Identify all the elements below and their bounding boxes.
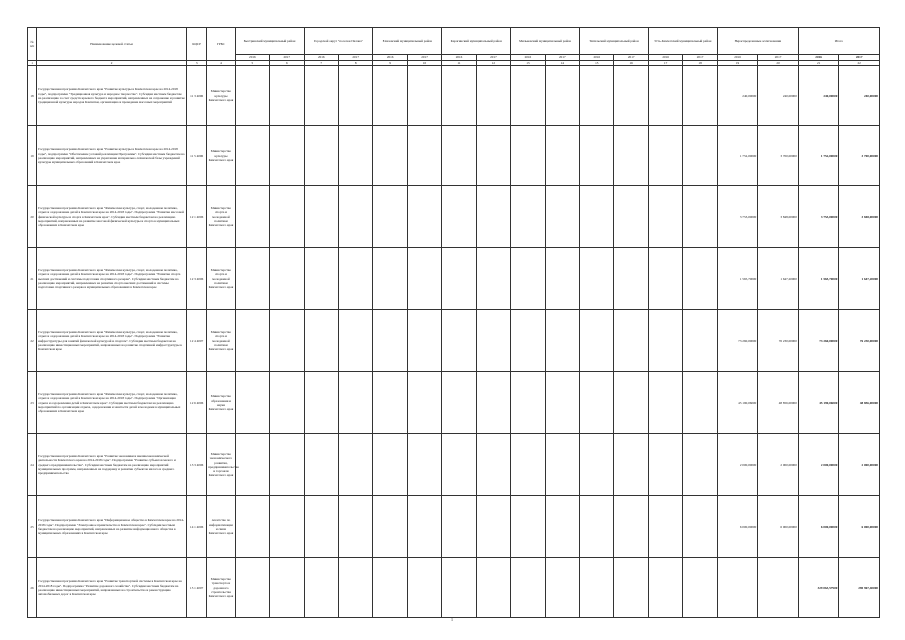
district-value-cell xyxy=(614,186,648,248)
row-number: 24 xyxy=(28,434,37,496)
district-value-cell xyxy=(648,66,682,126)
header-name: Наименование целевой статьи xyxy=(37,28,187,61)
column-number: 21 xyxy=(798,61,839,66)
district-value-cell xyxy=(270,558,304,618)
district-value-cell xyxy=(338,126,372,186)
unallocated-value-2017: 3 700,00000 xyxy=(758,126,799,186)
district-value-cell xyxy=(648,126,682,186)
district-value-cell xyxy=(580,434,614,496)
district-value-cell xyxy=(235,66,269,126)
column-number: 1 xyxy=(28,61,37,66)
district-value-cell xyxy=(511,558,545,618)
district-value-cell xyxy=(270,310,304,372)
header-num: № п/п xyxy=(28,28,37,61)
district-value-cell xyxy=(235,126,269,186)
district-value-cell xyxy=(270,66,304,126)
column-number: 18 xyxy=(683,61,717,66)
column-number: 13 xyxy=(511,61,545,66)
district-value-cell xyxy=(683,186,717,248)
row-kcsr: 12 6 4006 xyxy=(187,372,207,434)
row-grbs: Агентство по информатизации и связи Камчатского края xyxy=(207,496,235,558)
column-number: 15 xyxy=(580,61,614,66)
district-value-cell xyxy=(614,434,648,496)
district-value-cell xyxy=(545,66,579,126)
district-value-cell xyxy=(614,496,648,558)
year-cell: 2016 xyxy=(580,55,614,61)
district-value-cell xyxy=(476,372,510,434)
district-value-cell xyxy=(511,310,545,372)
table-row xyxy=(28,496,880,558)
district-value-cell xyxy=(338,434,372,496)
district-value-cell xyxy=(235,496,269,558)
district-value-cell xyxy=(270,372,304,434)
district-value-cell xyxy=(373,186,407,248)
district-value-cell xyxy=(235,310,269,372)
district-value-cell xyxy=(270,496,304,558)
unallocated-value-2016: 3 753,00000 xyxy=(717,186,758,248)
district-value-cell xyxy=(442,66,476,126)
district-value-cell xyxy=(580,126,614,186)
column-number: 5 xyxy=(235,61,269,66)
district-value-cell xyxy=(614,558,648,618)
table-row xyxy=(28,186,880,248)
header-kcsr: КЦСР xyxy=(187,28,207,61)
district-value-cell xyxy=(338,310,372,372)
header-district: Карагинский муниципальный район xyxy=(442,28,511,55)
total-value-2016: 2 000,00000 xyxy=(798,434,839,496)
year-cell: 2017 xyxy=(758,55,799,61)
district-value-cell xyxy=(476,186,510,248)
district-value-cell xyxy=(373,496,407,558)
district-value-cell xyxy=(338,372,372,434)
unallocated-value-2016 xyxy=(717,558,758,618)
district-value-cell xyxy=(442,126,476,186)
district-value-cell xyxy=(373,126,407,186)
column-number: 16 xyxy=(614,61,648,66)
row-name: Государственная программа Камчатского края "Физическая культура, спорт, молодежная политика, отдых и оздоровление детей в Камчатском крае на 2014-2018 годы". Подпрограмма "Развитие инфраструктуры для занятий физической культурой и спортом". Субсидии местным бюджетам на реализацию инвестиционных мероприятий, направленных на развитие спортивной инфраструктуры в Камчатском крае xyxy=(37,310,187,372)
year-cell: 2016 xyxy=(442,55,476,61)
page-number: 1 xyxy=(451,617,453,622)
district-value-cell xyxy=(476,248,510,310)
district-value-cell xyxy=(614,310,648,372)
district-value-cell xyxy=(648,248,682,310)
district-value-cell xyxy=(373,434,407,496)
table-row xyxy=(28,558,880,618)
unallocated-value-2016: 240,00000 xyxy=(717,66,758,126)
row-grbs: Министерство образования и науки Камчатского края xyxy=(207,372,235,434)
year-cell: 2017 xyxy=(683,55,717,61)
unallocated-value-2017: 6 000,00000 xyxy=(758,496,799,558)
district-value-cell xyxy=(648,186,682,248)
header-district: Городской округ "поселок Палана" xyxy=(304,28,373,55)
district-value-cell xyxy=(648,558,682,618)
unallocated-value-2016: 1 752,00000 xyxy=(717,126,758,186)
row-number: 23 xyxy=(28,372,37,434)
year-cell: 2017 xyxy=(614,55,648,61)
year-cell: 2017 xyxy=(545,55,579,61)
row-number: 22 xyxy=(28,310,37,372)
district-value-cell xyxy=(580,372,614,434)
district-value-cell xyxy=(407,248,441,310)
district-value-cell xyxy=(338,248,372,310)
total-value-2017: 1 647,20000 xyxy=(839,248,880,310)
district-value-cell xyxy=(511,434,545,496)
district-value-cell xyxy=(614,372,648,434)
district-value-cell xyxy=(683,66,717,126)
year-cell: 2017 xyxy=(407,55,441,61)
district-value-cell xyxy=(235,186,269,248)
total-value-2017: 2 000,00000 xyxy=(839,434,880,496)
district-value-cell xyxy=(614,248,648,310)
unallocated-value-2016: 2 000,00000 xyxy=(717,434,758,496)
total-value-2017: 3 848,00000 xyxy=(839,186,880,248)
unallocated-value-2017: 3 848,00000 xyxy=(758,186,799,248)
total-value-2017: 48 856,00000 xyxy=(839,372,880,434)
district-value-cell xyxy=(545,558,579,618)
district-value-cell xyxy=(545,496,579,558)
row-name: Государственная программа Камчатского края "Физическая культура, спорт, молодежная политика, отдых и оздоровление детей в Камчатском крае на 2014-2018 годы". Подпрограмма "Организация отдыха и оздоровления детей в Камчатском крае". Субсидии местным бюджетам на реализацию мероприятий по организации отдыха, оздоровления и занятости детей и молодежи в муниципальных образованиях в Камчатском крае xyxy=(37,372,187,434)
district-value-cell xyxy=(476,126,510,186)
district-value-cell xyxy=(407,310,441,372)
row-name: Государственная программа Камчатского края "Развитие транспортной системы в Камчатском крае на 2014-2018 годы". Подпрограмма "Развитие дорожного хозяйства". Субсидии местным бюджетам на реализацию инвестиционных мероприятий, направленных на строительство и реконструкцию автомобильных дорог в Камчатском крае xyxy=(37,558,187,618)
district-value-cell xyxy=(442,310,476,372)
district-value-cell xyxy=(683,434,717,496)
unallocated-value-2016: 73 260,00000 xyxy=(717,310,758,372)
unallocated-value-2017: 76 230,00000 xyxy=(758,310,799,372)
row-grbs: Министерство транспорта и дорожного строительства Камчатского края xyxy=(207,558,235,618)
district-value-cell xyxy=(442,372,476,434)
district-value-cell xyxy=(614,66,648,126)
column-number: 20 xyxy=(758,61,799,66)
year-cell: 2017 xyxy=(270,55,304,61)
total-value-2017: 76 230,00000 xyxy=(839,310,880,372)
district-value-cell xyxy=(511,66,545,126)
total-value-2016: 240,00000 xyxy=(798,66,839,126)
district-value-cell xyxy=(407,126,441,186)
column-number: 8 xyxy=(338,61,372,66)
table-row xyxy=(28,66,880,126)
row-kcsr: 14 1 4006 xyxy=(187,496,207,558)
unallocated-value-2017: 48 856,00000 xyxy=(758,372,799,434)
year-cell: 2016 xyxy=(304,55,338,61)
district-value-cell xyxy=(545,126,579,186)
district-value-cell xyxy=(304,310,338,372)
column-number: 3 xyxy=(187,61,207,66)
district-value-cell xyxy=(235,434,269,496)
district-value-cell xyxy=(683,310,717,372)
district-value-cell xyxy=(580,558,614,618)
district-value-cell xyxy=(648,496,682,558)
row-kcsr: 11 3 4006 xyxy=(187,66,207,126)
table-row xyxy=(28,248,880,310)
district-value-cell xyxy=(545,372,579,434)
column-number: 17 xyxy=(648,61,682,66)
row-name: Государственная программа Камчатского края "Информационное общество в Камчатском крае на 2014-2018 годы". Подпрограмма "Электронное правительство в Камчатском крае". Субсидии местным бюджетам на реализацию мероприятий, направленных на развитие информационного общества в муниципальных образованиях в Камчатском крае xyxy=(37,496,187,558)
district-value-cell xyxy=(545,310,579,372)
total-value-2017: 240,00000 xyxy=(839,66,880,126)
total-value-2016: 1 565,70000 xyxy=(798,248,839,310)
total-value-2017: 290 967,40000 xyxy=(839,558,880,618)
district-value-cell xyxy=(373,372,407,434)
district-value-cell xyxy=(304,372,338,434)
district-value-cell xyxy=(442,496,476,558)
row-grbs: Министерство спорта и молодежной политики Камчатского края xyxy=(207,248,235,310)
column-number: 19 xyxy=(717,61,758,66)
row-grbs: Министерство культуры Камчатского края xyxy=(207,126,235,186)
unallocated-value-2016: 6 000,00000 xyxy=(717,496,758,558)
header-district: Мильковский муниципальный район xyxy=(511,28,580,55)
total-value-2017: 3 700,00000 xyxy=(839,126,880,186)
district-value-cell xyxy=(511,372,545,434)
district-value-cell xyxy=(683,372,717,434)
row-number: 20 xyxy=(28,186,37,248)
year-cell: 2017 xyxy=(338,55,372,61)
district-value-cell xyxy=(545,248,579,310)
year-cell-total: 2017 xyxy=(839,55,880,61)
district-value-cell xyxy=(373,66,407,126)
header-district: Тигильский муниципальный район xyxy=(580,28,649,55)
row-name: Государственная программа Камчатского края "Развитие культуры в Камчатском крае на 2014-2018 годы", подпрограмма "Обеспечение условий реализации Программы". Субсидии местным бюджетам на реализацию мероприятий, направленных на укрепление материально-технической базы учреждений культуры муниципальных образований в Камчатском крае xyxy=(37,126,187,186)
district-value-cell xyxy=(373,310,407,372)
district-value-cell xyxy=(373,248,407,310)
header-district: Усть-Камчатский муниципальный район xyxy=(648,28,717,55)
district-value-cell xyxy=(235,372,269,434)
district-value-cell xyxy=(304,126,338,186)
district-value-cell xyxy=(683,496,717,558)
row-number: 26 xyxy=(28,558,37,618)
total-value-2016: 1 752,00000 xyxy=(798,126,839,186)
row-name: Государственная программа Камчатского края "Развитие экономики и внешнеэкономической деятельности Камчатского края на 2014-2018 годы". Подпрограмма "Развитие субъектов малого и среднего предпринимательства". Субсидии местным бюджетам на реализацию мероприятий муниципальных программ, направленных на поддержку и развитие субъектов малого и среднего предпринимательства xyxy=(37,434,187,496)
district-value-cell xyxy=(648,372,682,434)
table-row xyxy=(28,434,880,496)
row-grbs: Министерство экономического развития, предпринимательства и торговли Камчатского края xyxy=(207,434,235,496)
header-district: Быстринский муниципальный район xyxy=(235,28,304,55)
total-value-2016: 6 000,00000 xyxy=(798,496,839,558)
unallocated-value-2016: 1 565,70000 xyxy=(717,248,758,310)
district-value-cell xyxy=(442,186,476,248)
district-value-cell xyxy=(373,558,407,618)
column-number: 10 xyxy=(407,61,441,66)
total-value-2016: 73 260,00000 xyxy=(798,310,839,372)
header-row xyxy=(28,28,880,55)
district-value-cell xyxy=(304,186,338,248)
district-value-cell xyxy=(338,496,372,558)
district-value-cell xyxy=(476,310,510,372)
district-value-cell xyxy=(407,558,441,618)
district-value-cell xyxy=(545,186,579,248)
district-value-cell xyxy=(338,186,372,248)
header-district: Елизовский муниципальный район xyxy=(373,28,442,55)
row-kcsr: 15 1 4007 xyxy=(187,558,207,618)
district-value-cell xyxy=(683,248,717,310)
year-cell: 2016 xyxy=(373,55,407,61)
total-value-2016: 329 063,57900 xyxy=(798,558,839,618)
table-row xyxy=(28,310,880,372)
district-value-cell xyxy=(407,372,441,434)
row-kcsr: 12 4 4007 xyxy=(187,310,207,372)
district-value-cell xyxy=(338,558,372,618)
unallocated-value-2017: 1 647,20000 xyxy=(758,248,799,310)
total-value-2016: 3 753,00000 xyxy=(798,186,839,248)
district-value-cell xyxy=(407,66,441,126)
district-value-cell xyxy=(407,186,441,248)
district-value-cell xyxy=(476,434,510,496)
column-number: 22 xyxy=(839,61,880,66)
row-name: Государственная программа Камчатского края "Физическая культура, спорт, молодежная политика, отдых и оздоровление детей в Камчатском крае на 2014-2018 годы". Подпрограмма "Развитие спорта высших достижений и системы подготовки спортивного резерва". Субсидии местным бюджетам на реализацию мероприятий, направленных на развитие спорта высших достижений и системы подготовки спортивного резерва в муниципальных образованиях в Камчатском крае xyxy=(37,248,187,310)
district-value-cell xyxy=(338,66,372,126)
column-number: 6 xyxy=(270,61,304,66)
district-value-cell xyxy=(442,248,476,310)
row-number: 18 xyxy=(28,66,37,126)
district-value-cell xyxy=(270,126,304,186)
column-number: 2 xyxy=(37,61,187,66)
district-value-cell xyxy=(511,248,545,310)
year-cell: 2016 xyxy=(648,55,682,61)
total-value-2016: 45 190,06000 xyxy=(798,372,839,434)
column-number: 12 xyxy=(476,61,510,66)
unallocated-value-2017: 240,00000 xyxy=(758,66,799,126)
table-row xyxy=(28,372,880,434)
district-value-cell xyxy=(683,558,717,618)
district-value-cell xyxy=(235,558,269,618)
district-value-cell xyxy=(407,496,441,558)
column-number: 9 xyxy=(373,61,407,66)
district-value-cell xyxy=(511,496,545,558)
row-kcsr: 11 5 4006 xyxy=(187,126,207,186)
column-number: 11 xyxy=(442,61,476,66)
district-value-cell xyxy=(270,434,304,496)
row-kcsr: 12 3 4006 xyxy=(187,248,207,310)
district-value-cell xyxy=(304,496,338,558)
district-value-cell xyxy=(614,126,648,186)
district-value-cell xyxy=(648,434,682,496)
table-row xyxy=(28,126,880,186)
row-grbs: Министерство спорта и молодежной политики Камчатского края xyxy=(207,186,235,248)
year-cell: 2016 xyxy=(511,55,545,61)
district-value-cell xyxy=(442,558,476,618)
budget-table xyxy=(27,27,880,618)
district-value-cell xyxy=(304,434,338,496)
district-value-cell xyxy=(580,248,614,310)
year-cell: 2016 xyxy=(717,55,758,61)
district-value-cell xyxy=(545,434,579,496)
header-unallocated: Нераспределенные ассигнования xyxy=(717,28,798,55)
district-value-cell xyxy=(270,248,304,310)
year-cell: 2017 xyxy=(476,55,510,61)
unallocated-value-2016: 45 190,06000 xyxy=(717,372,758,434)
district-value-cell xyxy=(580,310,614,372)
row-number: 25 xyxy=(28,496,37,558)
district-value-cell xyxy=(476,558,510,618)
row-name: Государственная программа Камчатского края "Развитие культуры в Камчатском крае на 2014-2018 годы", подпрограмма "Традиционная культура и народное творчество". Субсидии местным бюджетам на реализацию за счет средств краевого бюджета мероприятий, направленных на сохранение и развитие традиционной культуры народов Камчатки, организацию и проведение массовых мероприятий xyxy=(37,66,187,126)
header-grbs: ГРБС xyxy=(207,28,235,61)
row-kcsr: 13 3 4006 xyxy=(187,434,207,496)
district-value-cell xyxy=(683,126,717,186)
year-cell: 2016 xyxy=(235,55,269,61)
district-value-cell xyxy=(580,496,614,558)
district-value-cell xyxy=(442,434,476,496)
unallocated-value-2017: 2 000,00000 xyxy=(758,434,799,496)
district-value-cell xyxy=(580,186,614,248)
total-value-2017: 6 000,00000 xyxy=(839,496,880,558)
district-value-cell xyxy=(304,248,338,310)
column-number: 4 xyxy=(207,61,235,66)
district-value-cell xyxy=(476,66,510,126)
district-value-cell xyxy=(580,66,614,126)
row-grbs: Министерство спорта и молодежной политики Камчатского края xyxy=(207,310,235,372)
row-number: 19 xyxy=(28,126,37,186)
district-value-cell xyxy=(407,434,441,496)
column-number: 14 xyxy=(545,61,579,66)
header-total: Итого xyxy=(798,28,879,55)
row-kcsr: 12 1 4006 xyxy=(187,186,207,248)
district-value-cell xyxy=(304,558,338,618)
district-value-cell xyxy=(511,186,545,248)
district-value-cell xyxy=(648,310,682,372)
district-value-cell xyxy=(235,248,269,310)
row-number: 21 xyxy=(28,248,37,310)
district-value-cell xyxy=(270,186,304,248)
table-body xyxy=(28,66,880,618)
district-value-cell xyxy=(511,126,545,186)
column-number: 7 xyxy=(304,61,338,66)
district-value-cell xyxy=(304,66,338,126)
row-name: Государственная программа Камчатского края "Физическая культура, спорт, молодежная политика, отдых и оздоровление детей в Камчатском крае на 2014-2018 годы". Подпрограмма "Развитие массовой физической культуры и спорта в Камчатском крае". Субсидии местным бюджетам на реализацию мероприятий, направленных на развитие массовой физической культуры и спорта в муниципальных образованиях в Камчатском крае xyxy=(37,186,187,248)
district-value-cell xyxy=(476,496,510,558)
year-cell-total: 2016 xyxy=(798,55,839,61)
unallocated-value-2017 xyxy=(758,558,799,618)
row-grbs: Министерство культуры Камчатского края xyxy=(207,66,235,126)
